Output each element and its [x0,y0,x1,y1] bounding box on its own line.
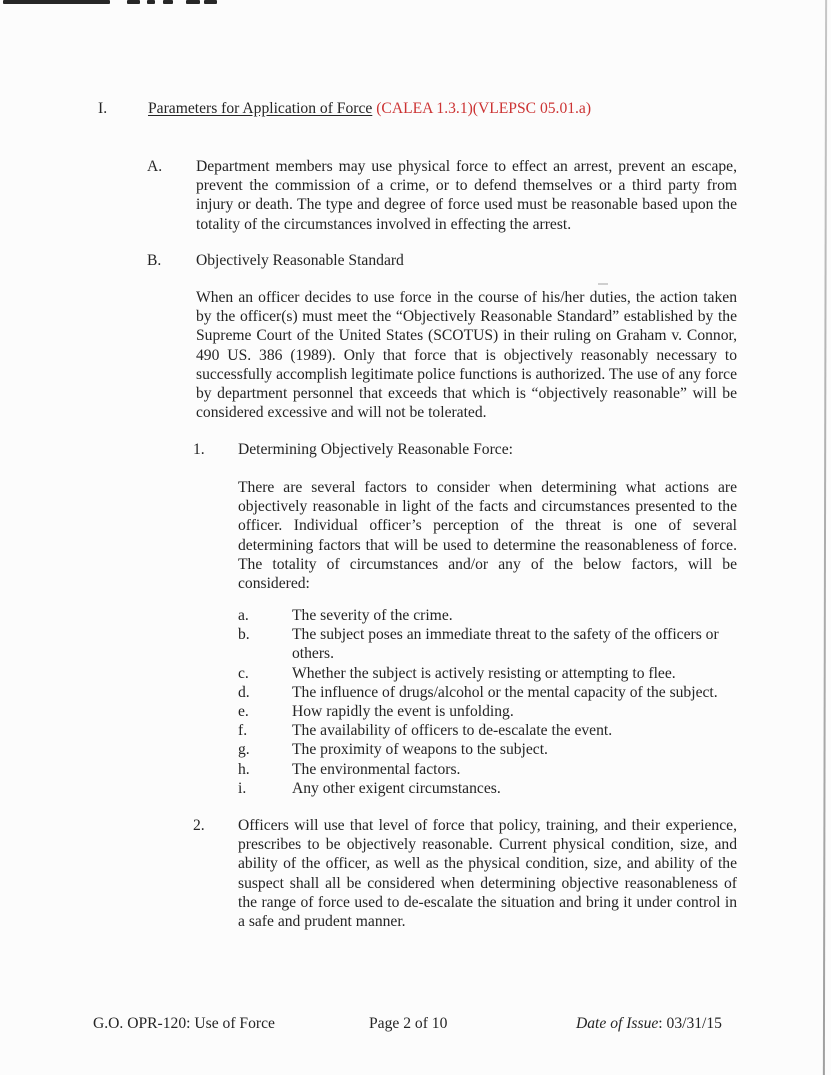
footer-page-number: Page 2 of 10 [369,1015,448,1032]
subsection-2 [193,816,737,931]
list-item-label: h. [238,760,250,778]
paragraph-b-label: B. [147,252,162,269]
list-item-text: Whether the subject is actively resisting or attempting to flee. [292,664,676,682]
scan-artifact-segment [3,0,110,4]
footer-date-of-issue [576,1014,722,1033]
section-accreditation-refs: (CALEA 1.3.1)(VLEPSC 05.01.a) [376,100,592,117]
list-item [238,606,737,625]
subsection-1-title: Determining Objectively Reasonable Force: [238,441,513,458]
list-item-label: i. [238,779,247,797]
subsection-1-heading [193,440,513,459]
subsection-1-text: There are several factors to consider when determining what actions are objectively reasonable in light of the facts and circumstances presented to the officer. Individual officer’s perception of the threat is one of several determining factors that will be used to determine the reasonableness of force. The totality of circumstances and/or any of the below factors, will be considered: [238,479,737,593]
list-item-text: The proximity of weapons to the subject. [292,741,548,759]
subsection-2-label: 2. [193,817,205,834]
subsection-1-label: 1. [193,441,205,458]
list-item-label: c. [238,664,249,682]
scan-artifact-segment [147,0,155,4]
paragraph-a-text: Department members may use physical force to effect an arrest, prevent an escape, prevent the commission of a crime, or to defend themselves or a third party from injury or death. The type and degree of force used must be reasonable based upon the totality of the circumstances involved in effecting the arrest. [196,158,737,233]
scan-artifact-dash [598,283,608,285]
list-item-label: d. [238,683,250,701]
paragraph-b-title: Objectively Reasonable Standard [196,252,404,269]
list-item-text: The severity of the crime. [292,607,453,624]
list-item [238,721,737,740]
list-item [238,740,737,759]
scan-artifact-segment [127,0,140,4]
footer-date-label: Date of Issue [576,1015,659,1032]
paragraph-a-label: A. [147,158,163,175]
list-item [238,779,737,798]
list-item-text: The subject poses an immediate threat to the safety of the officers or others. [292,626,719,663]
list-item-text: The environmental factors. [292,760,461,778]
list-item-label: b. [238,626,250,644]
list-item-label: f. [238,722,248,740]
subsection-2-text: Officers will use that level of force that policy, training, and their experience, prescribes to be objectively reasonable. Current physical condition, size, and ability of the officer, as well as the physical condition, size, and ability of the suspect shall all be considered when determining objective reasonableness of the range of force used to de-escalate the situation and bring it under control in a safe and prudent manner. [238,817,737,931]
paragraph-b-heading [147,251,404,270]
list-item-label: a. [238,607,249,624]
section-numeral: I. [98,100,108,117]
list-item-text: The influence of drugs/alcohol or the mental capacity of the subject. [292,683,718,701]
list-item-text: Any other exigent circumstances. [292,779,501,797]
footer-date-value: : 03/31/15 [658,1015,722,1032]
paragraph-b-text: When an officer decides to use force in the course of his/her duties, the action taken by the officer(s) must meet the “Objectively Reasonable Standard” established by the Supreme Court of the United States (SCOTUS) in their ruling on Graham v. Connor, 490 US. 386 (1989). Only that force that is objectively reasonably necessary to successfully accomplish legitimate police functions is authorized. The use of any force by department personnel that exceeds that which is “objectively reasonable” will be considered excessive and will not be tolerated. [196,289,737,422]
list-item [238,625,737,663]
list-item [238,760,737,779]
list-item-text: The availability of officers to de-escalate the event. [292,722,613,740]
section-title-line [148,99,591,118]
footer-document-id: G.O. OPR-120: Use of Force [93,1015,275,1032]
list-item [238,683,737,702]
list-item-text: How rapidly the event is unfolding. [292,703,514,721]
scan-artifact-segment [163,0,173,4]
scan-artifact-segment [186,0,200,4]
list-item [238,664,737,683]
scan-artifact-right-line [823,0,827,1075]
list-item-label: e. [238,703,249,721]
paragraph-a [147,157,737,234]
factors-list [238,606,737,798]
section-heading [98,99,591,118]
list-item [238,702,737,721]
list-item-label: g. [238,741,250,759]
scan-artifact-segment [204,0,217,4]
section-title: Parameters for Application of Force [148,100,373,117]
